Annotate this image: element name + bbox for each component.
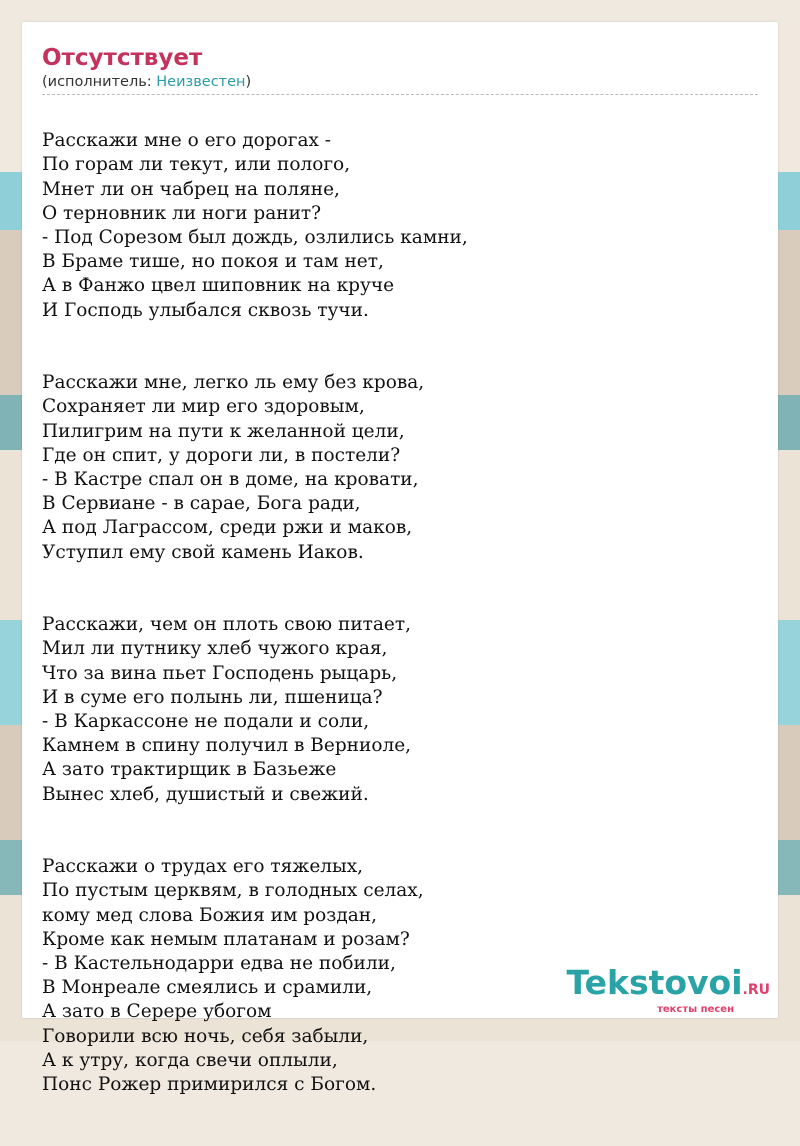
stanza-3: Расскажи, чем он плоть свою питает, Мил ли путнику хлеб чужого края, Что за вина пьет Господень рыцарь, И в суме его полынь ли, пшеница? - В Каркассоне не подали и соли, Камнем в спину получил в Верниоле, А зато трактирщик в Базьеже Вынес хлеб, душистый и свежий. — [42, 614, 412, 805]
logo-main-text: Tekstovoi — [566, 963, 743, 1002]
logo-wordmark — [566, 963, 770, 1007]
stanza-1: Расскажи мне о его дорогах - По горам ли текут, или полого, Мнет ли он чабрец на поляне, О терновник ли ноги ранит? - Под Сорезом был дождь, озлились камни, В Браме тише, но покоя и там нет, А в Фанжо цвел шиповник на круче И Господь улыбался сквозь тучи. — [42, 130, 468, 321]
site-logo[interactable] — [566, 963, 770, 1015]
artist-link[interactable]: Неизвестен — [156, 74, 246, 90]
stanza-2: Расскажи мне, легко ль ему без крова, Сохраняет ли мир его здоровым, Пилигрим на пути к желанной цели, Где он спит, у дороги ли, в постели? - В Кастре спал он в доме, на кровати, В Сервиане - в сарае, Бога ради, А под Лаграссом, среди ржи и маков, Уступил ему свой камень Иаков. — [42, 372, 425, 563]
song-title: Отсутствует — [42, 45, 203, 71]
logo-tld: .RU — [742, 982, 770, 998]
stanza-4: Расскажи о трудах его тяжелых, По пустым церквям, в голодных селах, кому мед слова Божия им роздан, Кроме как немым платанам и розам? - В Кастельнодарри едва не побили, В Монреале смеялись и срамили, А зато в Серере убогом Говорили всю ночь, себя забыли, А к утру, когда свечи оплыли, Понс Рожер примирился с Богом. — [42, 856, 424, 1096]
artist-suffix: ) — [245, 74, 252, 90]
logo-subtitle: тексты песен — [657, 1004, 734, 1015]
lyrics-card — [22, 22, 778, 1096]
artist-prefix: (исполнитель: — [42, 74, 157, 90]
artist-line — [42, 72, 758, 95]
